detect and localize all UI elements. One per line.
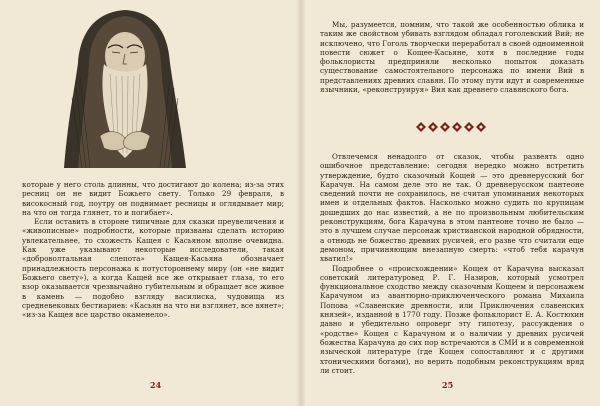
left-page xyxy=(0,0,298,406)
right-paragraph-1: Отвлечемся ненадолго от сказок, чтобы развеять одно ошибочное представление: сегодня нередко можно встретить утверждение, будто сказочный Кощей — это древнерусский бог Карачун. На самом деле это не так. О древнерусском пантеоне сведений почти не сохранилось, не считая упоминания некоторых имен и отдельных фактов. Насколько можно судить по крупицам дошедших до нас известий, а не по произвольным любительским реконструкциям, бога Карачуна в этом пантеоне точно не было — это в лучшем случае персонаж христианской народной обрядности, а отнюдь не божество древних русичей, его разве что считали еще демоном, причиняющим внезапную смерть: «чтоб тебя карачун хватил!» xyxy=(320,152,584,264)
right-page-top-text xyxy=(320,20,584,94)
right-page xyxy=(302,0,600,406)
old-man-illustration xyxy=(60,8,190,173)
right-paragraph-2: Подробнее о «происхождении» Кощея от Карачуна высказал советский литературовед Р. Г. Назиров, который усмотрел функциональное сходство между сказочным Кощеем и персонажем Карачуном из авантюрно-приключенческого романа Михаила Попова «Славенские древности, или Приключения славенских князей», изданной в 1770 году. Позже фольклорист Е. А. Костюхин давно и убедительно опроверг эту гипотезу, рассуждения о «родстве» Кощея с Карачуном и о наличии у древних русичей божества Карачуна до сих пор встречаются в СМИ и в современной языческой литературе (где Кощея сопоставляют и с другими хтоническими богами), но верить подобным реконструкциям вряд ли стоит. xyxy=(320,263,584,375)
left-page-text xyxy=(22,180,284,319)
left-paragraph-2: Если оставить в стороне типичные для сказки преувеличения и «живописные» подробности, которые призваны сделать историю увлекательнее, то схожесть Кащея с Касьяном вполне очевидна. Как уже указывают некоторые исследователи, такая «доброволтальная слепота» Кащея-Касьяна обозначает принадлежность персонажа к потустороннему миру (он «не видит Божьего свету»), а когда Кащей все же открывает глаза, то его взор оказывается чрезвычайно губительным и обращает все живое в камень — подобно взгляду василиска, чудовища из средневековых бестиариев: «Касьян на что ни взглянет, все вянет»; «из-за Кащея все царство окаменело». xyxy=(22,217,284,320)
left-paragraph-1: которые у него столь длинны, что достигают до колена; из-за этих ресниц он не видит Божьего свету. Только 29 февраля, в високосный год, поутру он поднимает ресницы и оглядывает мир; на что он тогда глянет, то и погибает». xyxy=(22,180,284,217)
ornament-divider-icon xyxy=(414,120,486,134)
right-page-number: 25 xyxy=(442,380,454,390)
left-page-number: 24 xyxy=(150,380,162,390)
right-paragraph-top: Мы, разумеется, помним, что такой же особенностью облика и таким же свойством убивать взглядом обладал гоголевский Вий; не исключено, что Гоголь творчески переработал в своей одноименной повести сюжет о Кощее-Касьяне, хотя в последние годы фольклористы предприняли несколько попыток доказать существование самостоятельного персонажа по имени Вий в представлениях древних славян. По этому пути идут и современные язычники, «реконструируя» Вия как древнего славянского бога. xyxy=(320,20,584,95)
right-page-bottom-text xyxy=(320,152,584,375)
